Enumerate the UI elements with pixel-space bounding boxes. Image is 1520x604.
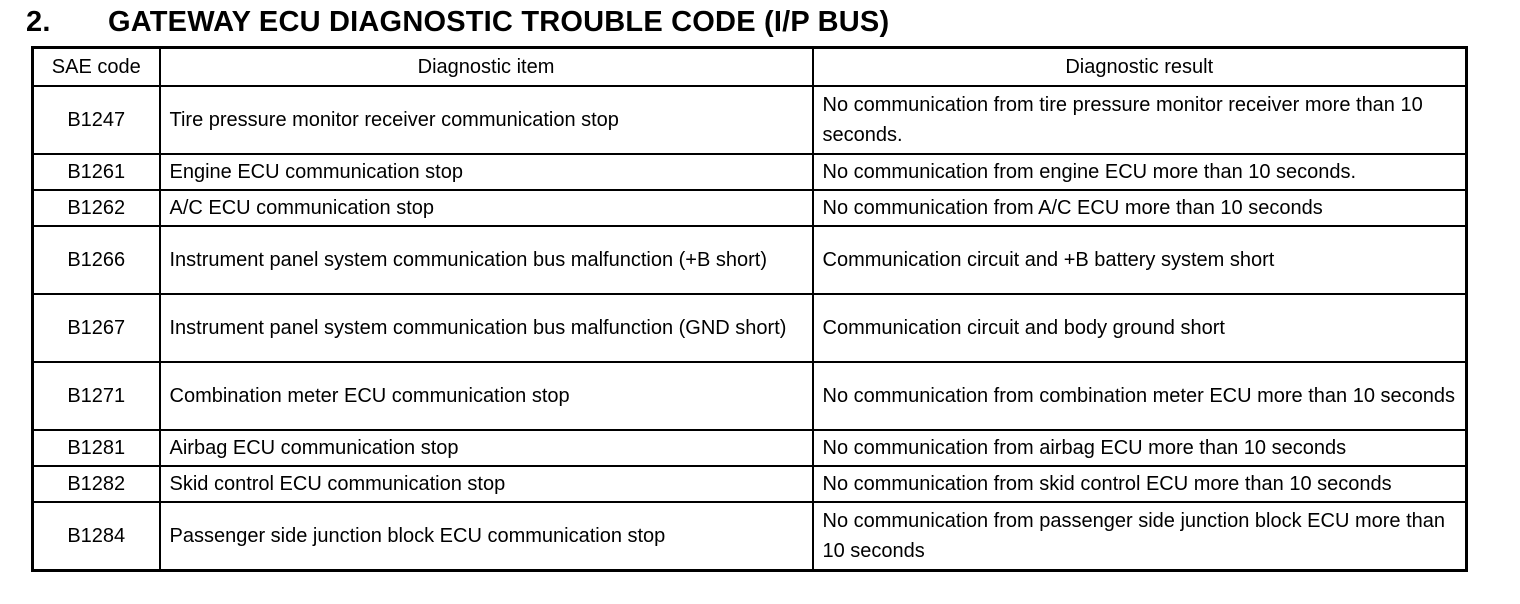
diagnostic-item-cell: Passenger side junction block ECU communication stop xyxy=(160,502,813,571)
diagnostic-result-cell: No communication from A/C ECU more than 10 seconds xyxy=(813,190,1467,226)
diagnostic-result-cell: No communication from airbag ECU more than 10 seconds xyxy=(813,430,1467,466)
diagnostic-result-cell: No communication from skid control ECU more than 10 seconds xyxy=(813,466,1467,502)
section-number: 2. xyxy=(26,5,51,38)
sae-code-cell: B1266 xyxy=(33,226,160,294)
diagnostic-item-cell: A/C ECU communication stop xyxy=(160,190,813,226)
diagnostic-item-cell: Instrument panel system communication bus malfunction (GND short) xyxy=(160,294,813,362)
diagnostic-result-cell: No communication from passenger side junction block ECU more than 10 seconds xyxy=(813,502,1467,571)
section-title: GATEWAY ECU DIAGNOSTIC TROUBLE CODE (I/P BUS) xyxy=(108,5,890,38)
header-sae-code: SAE code xyxy=(33,48,160,87)
diagnostic-trouble-code-table xyxy=(31,46,1468,572)
diagnostic-item-cell: Combination meter ECU communication stop xyxy=(160,362,813,430)
table-row xyxy=(33,502,1467,571)
sae-code-cell: B1284 xyxy=(33,502,160,571)
header-diagnostic-item: Diagnostic item xyxy=(160,48,813,87)
sae-code-cell: B1262 xyxy=(33,190,160,226)
sae-code-cell: B1261 xyxy=(33,154,160,190)
sae-code-cell: B1271 xyxy=(33,362,160,430)
sae-code-cell: B1281 xyxy=(33,430,160,466)
header-diagnostic-result: Diagnostic result xyxy=(813,48,1467,87)
diagnostic-result-cell: Communication circuit and +B battery system short xyxy=(813,226,1467,294)
table-row xyxy=(33,466,1467,502)
sae-code-cell: B1282 xyxy=(33,466,160,502)
section-heading xyxy=(26,2,889,42)
table-row xyxy=(33,154,1467,190)
table-row xyxy=(33,226,1467,294)
diagnostic-item-cell: Tire pressure monitor receiver communication stop xyxy=(160,86,813,154)
sae-code-cell: B1267 xyxy=(33,294,160,362)
table-header-row xyxy=(33,48,1467,87)
table-row xyxy=(33,294,1467,362)
table-row xyxy=(33,362,1467,430)
diagnostic-item-cell: Skid control ECU communication stop xyxy=(160,466,813,502)
table-row xyxy=(33,190,1467,226)
diagnostic-item-cell: Engine ECU communication stop xyxy=(160,154,813,190)
diagnostic-result-cell: Communication circuit and body ground short xyxy=(813,294,1467,362)
diagnostic-result-cell: No communication from tire pressure monitor receiver more than 10 seconds. xyxy=(813,86,1467,154)
table-row xyxy=(33,86,1467,154)
sae-code-cell: B1247 xyxy=(33,86,160,154)
diagnostic-item-cell: Instrument panel system communication bus malfunction (+B short) xyxy=(160,226,813,294)
diagnostic-item-cell: Airbag ECU communication stop xyxy=(160,430,813,466)
diagnostic-result-cell: No communication from engine ECU more than 10 seconds. xyxy=(813,154,1467,190)
diagnostic-result-cell: No communication from combination meter ECU more than 10 seconds xyxy=(813,362,1467,430)
table-row xyxy=(33,430,1467,466)
